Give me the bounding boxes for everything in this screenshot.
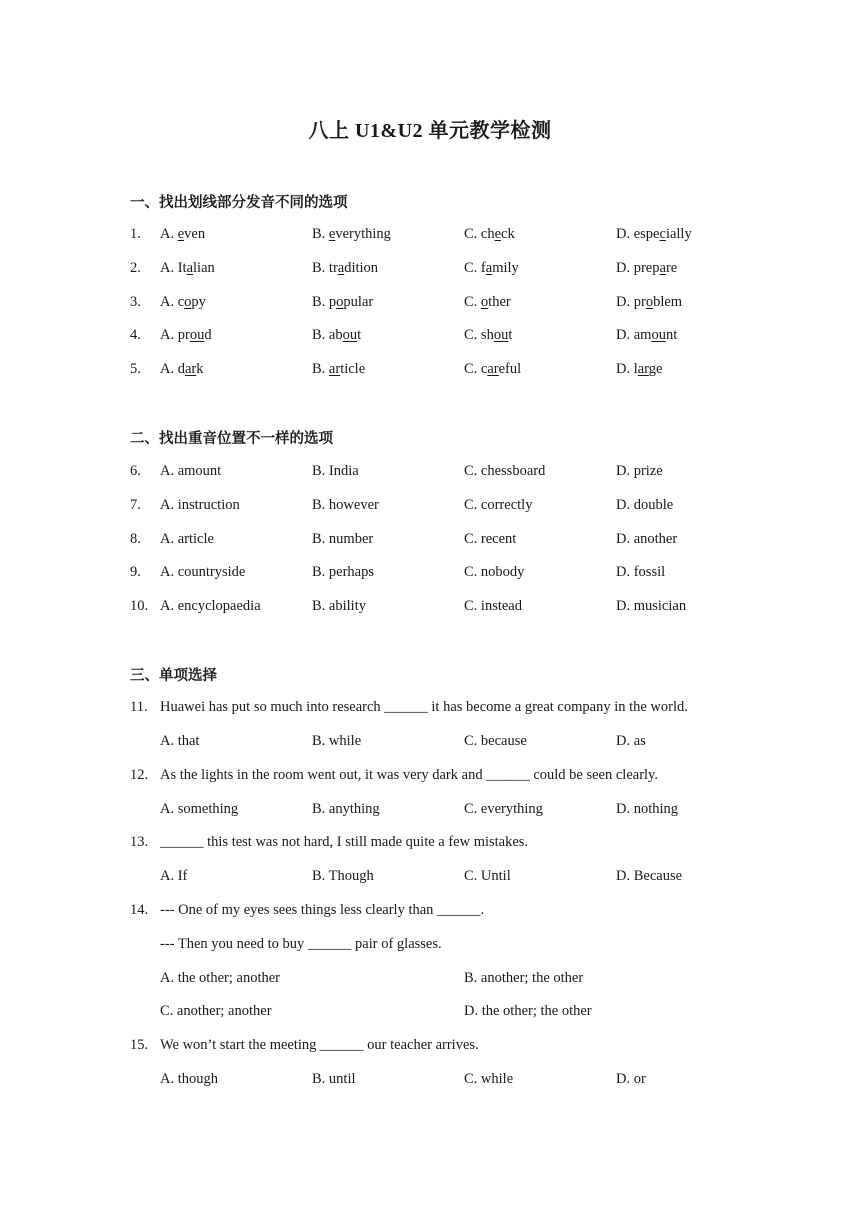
page-title: 八上 U1&U2 单元教学检测	[308, 120, 552, 142]
option-c: C. check	[464, 226, 515, 242]
question-number: 7.	[130, 496, 141, 513]
option-b: B. about	[312, 327, 362, 344]
option-c: C. other	[464, 293, 511, 310]
question-number: 13.	[130, 834, 149, 850]
question-number: 14.	[130, 902, 149, 918]
option-a: A. instruction	[160, 496, 240, 513]
option-b: B. popular	[312, 293, 374, 310]
option-d: D. another	[616, 530, 678, 547]
question-12-options	[130, 799, 750, 819]
question-11-options	[130, 731, 750, 751]
option-a: A. proud	[160, 327, 212, 344]
option-d: D. nothing	[616, 801, 679, 817]
question-number: 2.	[130, 259, 141, 276]
question-13-options	[130, 866, 750, 886]
option-c: C. while	[464, 1071, 514, 1087]
question-13	[130, 832, 750, 852]
question-3	[130, 292, 750, 312]
question-8	[130, 529, 750, 549]
option-a: A. though	[160, 1071, 218, 1087]
question-number: 10.	[130, 598, 149, 615]
option-a: A. amount	[160, 463, 222, 479]
option-d: D. problem	[616, 293, 683, 310]
question-number: 9.	[130, 564, 141, 581]
option-b: B. perhaps	[312, 564, 375, 581]
option-a: A. dark	[160, 361, 204, 378]
question-14	[130, 900, 750, 920]
option-a: A. something	[160, 801, 239, 817]
question-15-options	[130, 1069, 750, 1089]
option-d: D. or	[616, 1071, 646, 1087]
option-c: C. another; another	[160, 1003, 272, 1019]
question-1	[130, 224, 750, 244]
question-number: 4.	[130, 327, 141, 344]
option-c: C. Until	[464, 868, 511, 884]
question-stem-line-1: --- One of my eyes sees things less clearly than ______.	[160, 902, 485, 918]
option-b: B. article	[312, 361, 366, 378]
option-a: A. the other; another	[160, 970, 280, 986]
option-a: A. copy	[160, 293, 206, 310]
section-heading-pronunciation: 一、找出划线部分发音不同的选项	[130, 195, 348, 211]
option-b: B. Though	[312, 868, 374, 884]
question-number: 11.	[130, 699, 148, 715]
option-a: A. countryside	[160, 564, 246, 581]
option-a: A. even	[160, 226, 206, 242]
question-2	[130, 258, 750, 278]
option-a: A. If	[160, 868, 188, 884]
option-a: A. that	[160, 733, 200, 749]
option-d: D. amount	[616, 327, 678, 344]
question-14-line-2	[130, 934, 750, 954]
option-b: B. until	[312, 1071, 356, 1087]
option-c: C. chessboard	[464, 463, 546, 479]
option-d: D. the other; the other	[464, 1003, 592, 1019]
question-14-options-cd	[130, 1001, 750, 1021]
question-7	[130, 495, 750, 515]
option-a: A. encyclopaedia	[160, 598, 261, 615]
question-number: 12.	[130, 767, 149, 783]
option-d: D. large	[616, 361, 663, 378]
option-c: C. because	[464, 733, 527, 749]
question-stem: Huawei has put so much into research ______ it has become a great company in the world.	[160, 699, 688, 715]
option-c: C. correctly	[464, 496, 533, 513]
question-number: 6.	[130, 463, 141, 479]
question-11	[130, 697, 750, 717]
question-number: 3.	[130, 293, 141, 310]
section-heading-stress: 二、找出重音位置不一样的选项	[130, 431, 333, 447]
question-6	[130, 461, 750, 481]
option-d: D. prepare	[616, 259, 678, 276]
question-5	[130, 359, 750, 379]
question-14-options-ab	[130, 968, 750, 988]
option-b: B. India	[312, 463, 359, 479]
option-b: B. everything	[312, 226, 391, 242]
option-b: B. while	[312, 733, 362, 749]
question-15	[130, 1035, 750, 1055]
question-4	[130, 325, 750, 345]
option-c: C. recent	[464, 530, 517, 547]
question-9	[130, 562, 750, 582]
question-number: 1.	[130, 226, 141, 242]
option-d: D. fossil	[616, 564, 666, 581]
question-stem: We won’t start the meeting ______ our teacher arrives.	[160, 1037, 479, 1053]
option-b: B. number	[312, 530, 374, 547]
question-10	[130, 596, 750, 616]
option-d: D. musician	[616, 598, 687, 615]
option-d: D. as	[616, 733, 646, 749]
option-a: A. article	[160, 530, 214, 547]
option-c: C. careful	[464, 361, 522, 378]
option-b: B. another; the other	[464, 970, 584, 986]
option-b: B. ability	[312, 598, 366, 615]
question-stem-line-2: --- Then you need to buy ______ pair of glasses.	[160, 936, 442, 952]
option-d: D. double	[616, 496, 674, 513]
option-d: D. prize	[616, 463, 663, 479]
question-number: 5.	[130, 361, 141, 378]
section-heading-single-choice: 三、单项选择	[130, 668, 217, 684]
question-stem: ______ this test was not hard, I still made quite a few mistakes.	[160, 834, 529, 850]
option-c: C. everything	[464, 801, 543, 817]
option-b: B. however	[312, 496, 379, 513]
question-stem: As the lights in the room went out, it was very dark and ______ could be seen clearly.	[160, 767, 658, 783]
option-c: C. shout	[464, 327, 513, 344]
option-d: D. especially	[616, 226, 692, 242]
option-b: B. anything	[312, 801, 380, 817]
question-number: 15.	[130, 1037, 149, 1053]
option-c: C. family	[464, 259, 519, 276]
option-d: D. Because	[616, 868, 683, 884]
option-c: C. instead	[464, 598, 522, 615]
option-c: C. nobody	[464, 564, 525, 581]
question-12	[130, 765, 750, 785]
question-number: 8.	[130, 530, 141, 547]
option-b: B. tradition	[312, 259, 379, 276]
option-a: A. Italian	[160, 259, 215, 276]
